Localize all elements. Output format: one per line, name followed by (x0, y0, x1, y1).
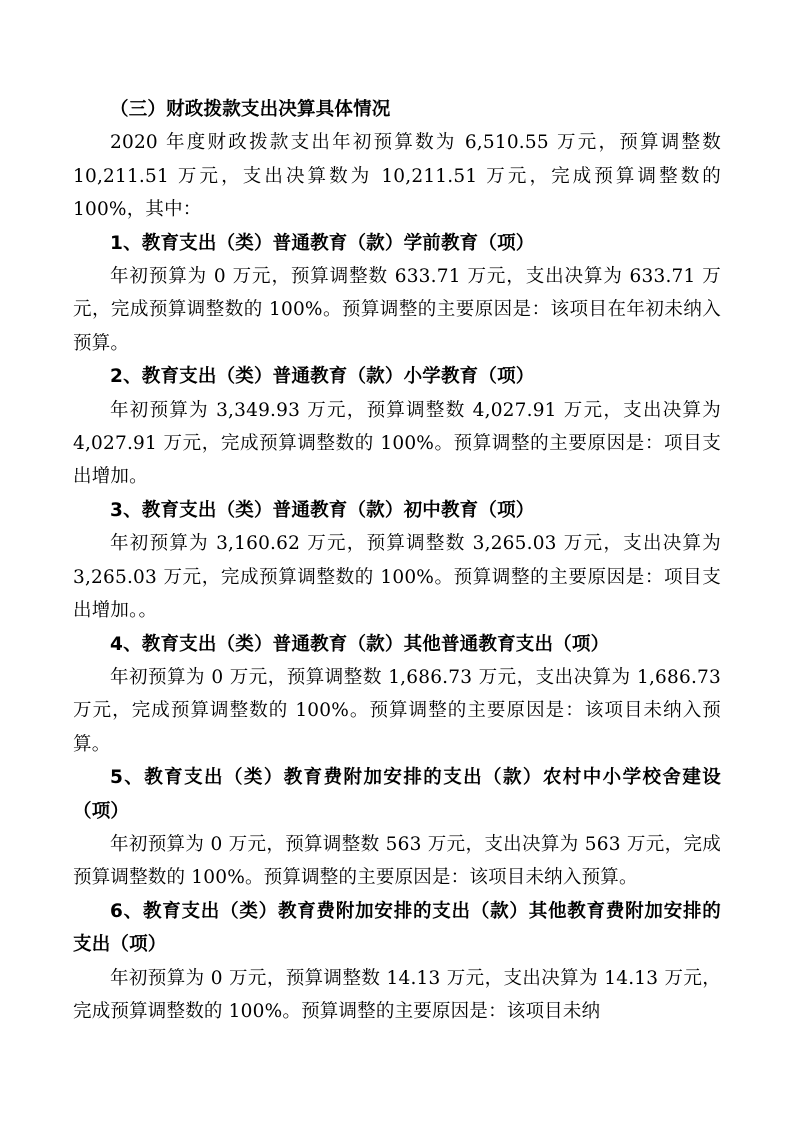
item-4-body: 年初预算为 0 万元，预算调整数 1,686.73 万元，支出决算为 1,686.73 万元，完成预算调整数的 100%。预算调整的主要原因是：该项目未纳入预算。 (73, 666, 721, 755)
item-5-heading: 5、教育支出（类）教育费附加安排的支出（款）农村中小学校舍建设（项） (73, 767, 721, 822)
item-5-body: 年初预算为 0 万元，预算调整数 563 万元，支出决算为 563 万元，完成预算调整数的 100%。预算调整的主要原因是：该项目未纳入预算。 (73, 833, 721, 889)
item-1-heading: 1、教育支出（类）普通教育（款）学前教育（项） (110, 232, 535, 254)
item-4-heading: 4、教育支出（类）普通教育（款）其他普通教育支出（项） (110, 633, 610, 655)
item-3-body: 年初预算为 3,160.62 万元，预算调整数 3,265.03 万元，支出决算为 3,265.03 万元，完成预算调整数的 100%。预算调整的主要原因是：项目支出增加。。 (73, 533, 721, 622)
item-2-body: 年初预算为 3,349.93 万元，预算调整数 4,027.91 万元，支出决算为 4,027.91 万元，完成预算调整数的 100%。预算调整的主要原因是：项目支出增加。 (73, 399, 721, 488)
document-page (73, 93, 721, 1028)
item-1-body: 年初预算为 0 万元，预算调整数 633.71 万元，支出决算为 633.71 万元，完成预算调整数的 100%。预算调整的主要原因是：该项目在年初未纳入预算。 (73, 266, 721, 354)
item-3-heading: 3、教育支出（类）普通教育（款）初中教育（项） (110, 499, 535, 521)
summary-paragraph: 2020 年度财政拨款支出年初预算数为 6,510.55 万元，预算调整数 10,211.51 万元，支出决算数为 10,211.51 万元，完成预算调整数的 100%，其中： (73, 132, 721, 221)
item-6-heading: 6、教育支出（类）教育费附加安排的支出（款）其他教育费附加安排的支出（项） (73, 900, 721, 956)
item-2-heading: 2、教育支出（类）普通教育（款）小学教育（项） (110, 366, 535, 388)
section-title: （三）财政拨款支出决算具体情况 (110, 99, 391, 120)
item-6-body: 年初预算为 0 万元，预算调整数 14.13 万元，支出决算为 14.13 万元，完成预算调整数的 100%。预算调整的主要原因是：该项目未纳 (73, 967, 721, 1022)
